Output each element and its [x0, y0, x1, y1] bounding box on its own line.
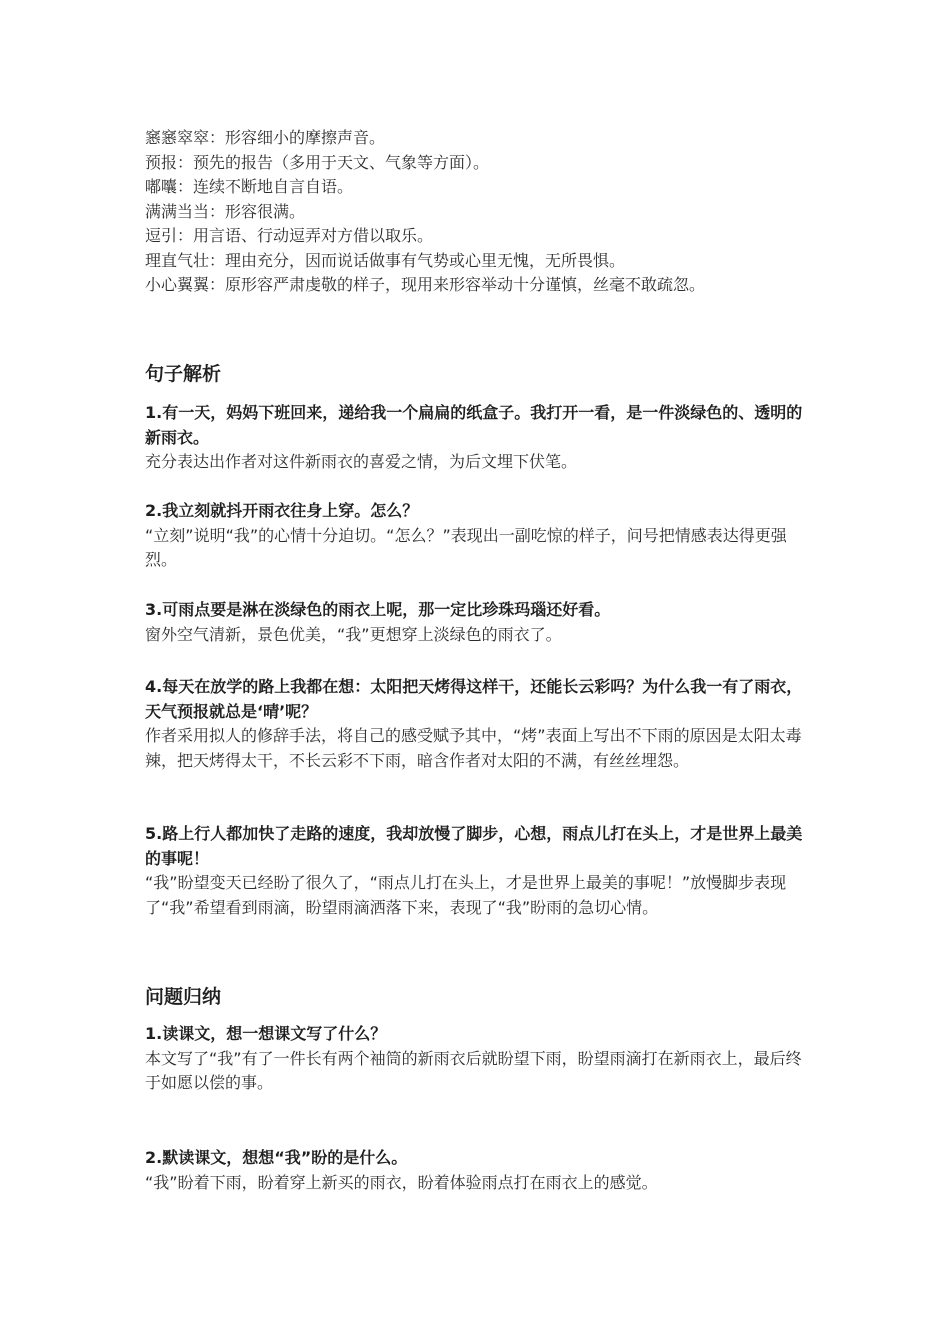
- vocab-item: 逗引：用言语、行动逗弄对方借以取乐。: [145, 226, 434, 245]
- sentence-quote: 4.每天在放学的路上我都在想：太阳把天烤得这样干，还能长云彩吗？为什么我一有了雨衣，天气预报就总是‘晴’呢？: [145, 677, 803, 721]
- sentence-item-1: [145, 401, 815, 475]
- vocab-item: 预报：预先的报告（多用于天文、气象等方面）。: [145, 152, 490, 172]
- sentence-analysis: “立刻”说明“我”的心情十分迫切。“怎么？”表现出一副吃惊的样子，问号把情感表达得更强烈。: [145, 525, 787, 569]
- vocab-item: 满满当当：形容很满。: [145, 201, 306, 221]
- sentence-quote: 5.路上行人都加快了走路的速度，我却放慢了脚步，心想，雨点儿打在头上，才是世界上最美的事呢！: [145, 824, 803, 868]
- question-text: 2.默读课文，想想“我”盼的是什么。: [145, 1148, 408, 1167]
- question-item-2: [145, 1146, 815, 1195]
- sentence-item-3: [145, 598, 815, 647]
- question-answer: 本文写了“我”有了一件长有两个袖筒的新雨衣后就盼望下雨，盼望雨滴打在新雨衣上，最后终于如愿以偿的事。: [145, 1048, 802, 1092]
- sentence-analysis: “我”盼望变天已经盼了很久了，“雨点儿打在头上，才是世界上最美的事呢！”放慢脚步表现了“我”希望看到雨滴，盼望雨滴洒落下来，表现了“我”盼雨的急切心情。: [145, 873, 787, 917]
- sentence-quote: 3.可雨点要是淋在淡绿色的雨衣上呢，那一定比珍珠玛瑙还好看。: [145, 600, 611, 619]
- section-heading-questions: 问题归纳: [145, 986, 222, 1008]
- sentence-quote: 2.我立刻就抖开雨衣往身上穿。怎么？: [145, 501, 419, 520]
- vocab-item: 窸窸窣窣：形容细小的摩擦声音。: [145, 128, 386, 147]
- sentence-analysis: 作者采用拟人的修辞手法，将自己的感受赋予其中，“烤”表面上写出不下雨的原因是太阳太毒辣，把天烤得太干，不长云彩不下雨，暗含作者对太阳的不满，有丝丝埋怨。: [145, 726, 802, 770]
- vocab-item: 理直气壮：理由充分，因而说话做事有气势或心里无愧，无所畏惧。: [145, 250, 626, 270]
- question-text: 1.读课文，想一想课文写了什么？: [145, 1024, 387, 1043]
- sentence-item-4: [145, 675, 815, 773]
- vocab-item: 小心翼翼：原形容严肃虔敬的样子，现用来形容举动十分谨慎，丝毫不敢疏忽。: [145, 275, 706, 294]
- sentence-analysis: 充分表达出作者对这件新雨衣的喜爱之情，为后文埋下伏笔。: [145, 452, 578, 471]
- question-item-1: [145, 1022, 815, 1096]
- vocabulary-list: [145, 126, 815, 298]
- sentence-quote: 1.有一天，妈妈下班回来，递给我一个扁扁的纸盒子。我打开一看，是一件淡绿色的、透明的新雨衣。: [145, 403, 803, 447]
- question-answer: “我”盼着下雨，盼着穿上新买的雨衣，盼着体验雨点打在雨衣上的感觉。: [145, 1172, 658, 1192]
- sentence-item-2: [145, 499, 815, 573]
- sentence-item-5: [145, 822, 815, 920]
- sentence-analysis: 窗外空气清新，景色优美，“我”更想穿上淡绿色的雨衣了。: [145, 624, 562, 644]
- vocab-item: 嘟囔：连续不断地自言自语。: [145, 177, 354, 196]
- section-heading-sentences: 句子解析: [145, 363, 222, 385]
